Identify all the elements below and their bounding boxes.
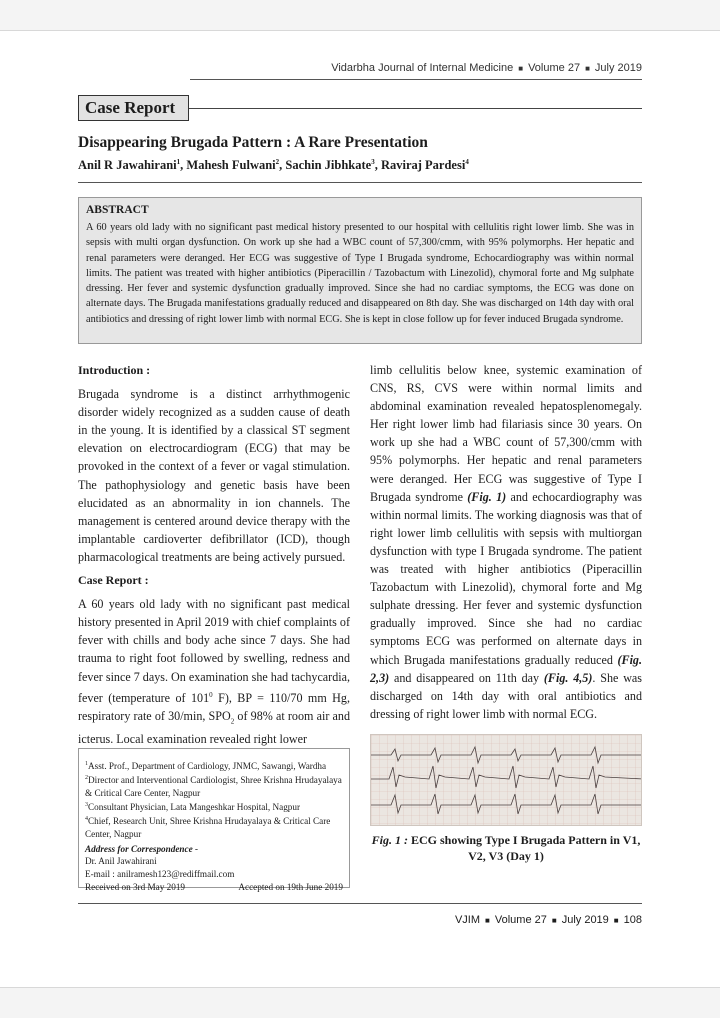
figure-reference[interactable]: (Fig. 2,3) [370,652,642,685]
square-bullet-icon: ■ [485,916,490,925]
title-rule [78,182,642,183]
author-affil-mark: 1 [176,158,181,166]
case-text-part: limb cellulitis below knee, systemic examination of CNS, RS, CVS were within normal limits and abdominal examination revealed hepatosplenomegaly. Her right lower limb had filariasis since 30 years. On work up she had a WBC count of 57,300/cmm with 95% polymorphs. Her hepatic and renal parameters were deranged. Her ECG was suggestive of Type I Brugada syndrome [370,363,642,504]
submission-dates [85,881,343,893]
square-bullet-icon: ■ [518,64,524,73]
article-title: Disappearing Brugada Pattern : A Rare Presentation [78,134,428,151]
intro-heading: Introduction : [78,363,151,377]
author-name: Mahesh Fulwani [186,158,276,173]
affil-mark: 1 [85,761,88,767]
author-affil-mark: 3 [371,158,375,166]
affil-mark: 3 [85,802,88,809]
journal-date: July 2019 [594,62,642,74]
footer-volume: Volume 27 [494,914,547,926]
case-text [78,595,350,748]
affiliation-note [85,772,343,799]
affil-text: Chief, Research Unit, Shree Krishna Hrudayalaya & Critical Care Center, Nagpur [85,816,331,839]
intro-text: Brugada syndrome is a distinct arrhythmogenic disorder widely recognized as a sudden cause of death in the young. It is identified by a classical ST segment elevation on electrocardiogram (ECG) that may be provoked in the context of a fever or vagal stimulation. The pathophysiology and genetic basis have been elucidated as an abnormality in ion channels. The management is centered around device therapy with the implantable cardioverter defibrillator (ICD), though pharmacological treatments are being actively pursued. [78,387,350,564]
left-column [78,361,350,753]
correspondence-email[interactable]: E-mail : anilramesh123@rediffmail.com [85,868,235,879]
case-text-continued [370,361,642,723]
affil-mark: 2 [85,775,88,782]
affil-text: Director and Interventional Cardiologist, Shree Krishna Hrudayalaya & Critical Care Center, Nagpur [85,775,342,798]
figure-label: Fig. 1 : [371,833,408,847]
journal-volume: Volume 27 [528,62,581,74]
author-name: Anil R Jawahirani [78,158,177,173]
section-label: Case Report [78,95,189,121]
ecg-trace-image [371,735,642,826]
affil-text: Asst. Prof., Department of Cardiology, JNMC, Sawangi, Wardha [88,761,327,772]
spo-subscript: 2 [230,717,235,726]
figure-reference[interactable]: (Fig. 1) [467,489,507,504]
figure-reference[interactable]: (Fig. 4,5) [543,670,593,685]
author-affil-mark: 2 [275,158,280,166]
case-text-part: . She was discharged on 14th day with oral antibiotics and dressing of right lower limb with normal ECG. [370,670,642,721]
figure-caption [370,832,642,864]
degree-mark: 0 [209,690,213,699]
affil-mark: 4 [85,816,88,823]
affiliation-note [85,799,343,813]
affil-text: Consultant Physician, Lata Mangeshkar Hospital, Nagpur [88,802,301,813]
case-text-part: and disappeared on 11th day [389,670,544,685]
page-number: 108 [623,914,642,926]
abstract-heading: ABSTRACT [86,204,149,216]
author-list: Anil R Jawahirani$^1$, Mahesh Fulwani$^2$, Sachin Jibhkate$^3$, Raviraj Pardesi$^4$ [78,158,469,173]
case-text-part: F), BP = 110/70 mm Hg, respiratory rate of 30/min, SPO [78,690,350,723]
footnotes-box [78,748,350,892]
received-date: Received on 3rd May 2019 [85,881,186,892]
figure-caption-text: ECG showing Type I Brugada Pattern in V1, V2, V3 (Day 1) [407,833,641,863]
square-bullet-icon: ■ [585,64,590,73]
footer-journal: VJIM [454,914,481,926]
case-text-part: of 98% at room air and icterus. Local examination revealed right lower [78,708,350,747]
correspondence-label: Address for Correspondence - [85,844,199,855]
case-text-part: and echocardiography was within normal limits. The working diagnosis was that of right lower limb cellulitis with sepsis with multiorgan dysfunction with type I Brugada syndrome. The patient was treated with higher antibiotics (Piperacillin Tazobactum with Linezolid), chymoral forte and Mg sulphate dressing. Her fever and systemic dysfunction gradually improved. Since she had no cardiac symptoms ECG was performed on alternate days in which Brugada manifestations gradually reduced [370,489,642,667]
running-footer [455,914,642,926]
abstract-box [78,197,642,344]
header-rule [190,79,642,80]
footer-rule [78,903,642,904]
case-heading: Case Report : [78,573,149,588]
running-header [331,62,642,74]
journal-name: Vidarbha Journal of Internal Medicine [331,62,514,74]
correspondence-name: Dr. Anil Jawahirani [85,856,157,867]
affiliation-note [85,813,343,840]
affiliation-note [85,758,343,772]
square-bullet-icon: ■ [551,916,557,925]
square-bullet-icon: ■ [613,916,619,925]
ecg-figure [370,734,642,826]
accepted-date: Accepted on 19th June 2019 [238,881,343,892]
right-column [370,361,642,728]
author-affil-mark: 4 [465,158,469,166]
author-name: Sachin Jibhkate [285,158,372,173]
case-text-part: A 60 years old lady with no significant past medical history presented in April 2019 with chief complaints of fever with chills and body ache since 7 days. She had trauma to right foot followed by swelling, redness and fever since 7 days. On examination she had tachycardia, fever (temperature of 101 [78,597,351,705]
section-rule [189,108,642,109]
footer-date: July 2019 [561,914,609,926]
author-name: Raviraj Pardesi [380,158,466,173]
abstract-text: A 60 years old lady with no significant past medical history presented to our hospital with cellulitis right lower limb. She was in sepsis with multi organ dysfunction. On work up she had a WBC count of 57,300/cmm, with 95% polymorphs. Her hepatic and renal parameters were deranged. Her ECG was suggestive of Type I Brugada syndrome, Echocardiography was within normal limits. The patient was treated with higher antibiotics (Piperacillin / Tazobactum with Linezolid), chymoral forte and Mg sulphate dressing. Her fever and systemic dysfunction gradually improved. Since she had no cardiac symptoms, the ECG was done on alternate days. The Brugada manifestations gradually reduced and disappeared on 8th day. She was discharged on 14th day with oral antibiotics and dressing of right lower limb with normal ECG. She is kept in close follow up for fever induced Brugada syndrome. [86,222,634,325]
